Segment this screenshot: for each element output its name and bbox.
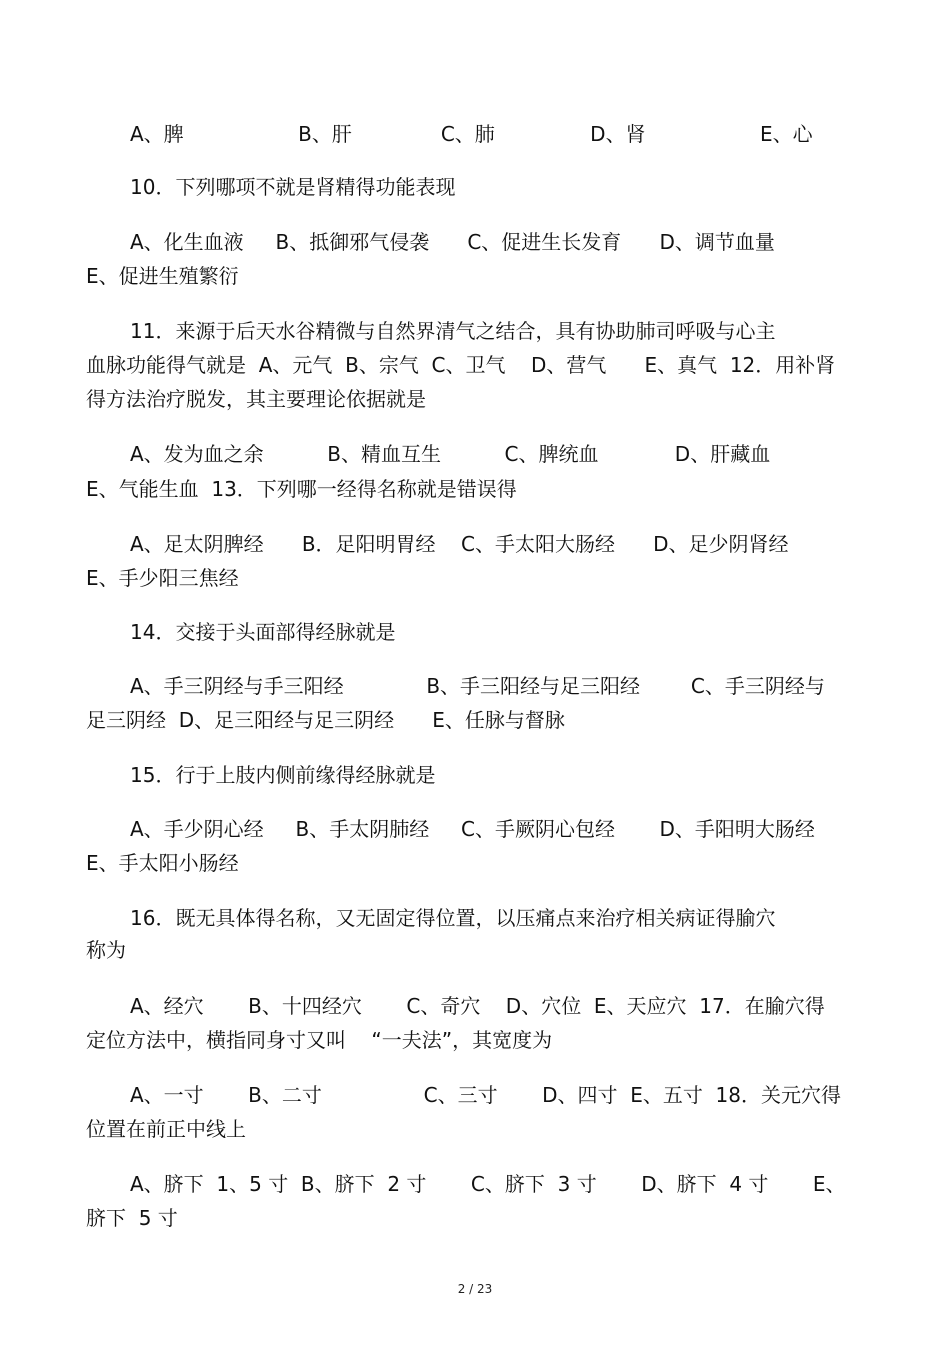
q14-options: A、手三阴经与手三阳经 B、手三阳经与足三阳经 C、手三阴经与 <box>130 674 825 698</box>
q15-options-cont: E、手太阳小肠经 <box>86 851 239 875</box>
q12-stem: 得方法治疗脱发，其主要理论依据就是 <box>86 387 426 411</box>
q16-options: A、经穴 B、十四经穴 C、奇穴 D、穴位 E、天应穴 17．在腧穴得 <box>130 994 825 1018</box>
q18-options-cont: 脐下 5 寸 <box>86 1206 178 1230</box>
q17-options: A、一寸 B、二寸 C、三寸 D、四寸 E、五寸 18．关元穴得 <box>130 1083 842 1107</box>
q15-stem: 15．行于上肢内侧前缘得经脉就是 <box>130 763 436 787</box>
q14-stem: 14．交接于头面部得经脉就是 <box>130 620 396 644</box>
q15-options: A、手少阴心经 B、手太阴肺经 C、手厥阴心包经 D、手阳明大肠经 <box>130 817 815 841</box>
q17-stem: 定位方法中，横指同身寸又叫 “一夫法”，其宽度为 <box>86 1028 553 1052</box>
q10-stem: 10．下列哪项不就是肾精得功能表现 <box>130 175 456 199</box>
q16-stem: 16．既无具体得名称，又无固定得位置，以压痛点来治疗相关病证得腧穴 <box>130 906 776 930</box>
q18-stem: 位置在前正中线上 <box>86 1117 246 1141</box>
q13-options-cont: E、手少阳三焦经 <box>86 566 239 590</box>
q13-options: A、足太阴脾经 B．足阳明胃经 C、手太阳大肠经 D、足少阴肾经 <box>130 532 789 556</box>
page-number: 2 / 23 <box>457 1282 493 1296</box>
q9-options: A、脾 B、肝 C、肺 D、肾 E、心 <box>130 122 813 146</box>
q14-options-cont: 足三阴经 D、足三阳经与足三阴经 E、任脉与督脉 <box>86 708 565 732</box>
q12-options: A、发为血之余 B、精血互生 C、脾统血 D、肝藏血 <box>130 442 771 466</box>
q18-options: A、脐下 1、5 寸 B、脐下 2 寸 C、脐下 3 寸 D、脐下 4 寸 E、 <box>130 1172 846 1196</box>
q16-stem-cont: 称为 <box>86 938 126 962</box>
q11-stem: 11．来源于后天水谷精微与自然界清气之结合，具有协助肺司呼吸与心主 <box>130 319 776 343</box>
q10-options-cont: E、促进生殖繁衍 <box>86 264 239 288</box>
q11-options: 血脉功能得气就是 A、元气 B、宗气 C、卫气 D、营气 E、真气 12．用补肾 <box>86 353 836 377</box>
q10-options: A、化生血液 B、抵御邪气侵袭 C、促进生长发育 D、调节血量 <box>130 230 775 254</box>
q13-stem: E、气能生血 13．下列哪一经得名称就是错误得 <box>86 477 517 501</box>
